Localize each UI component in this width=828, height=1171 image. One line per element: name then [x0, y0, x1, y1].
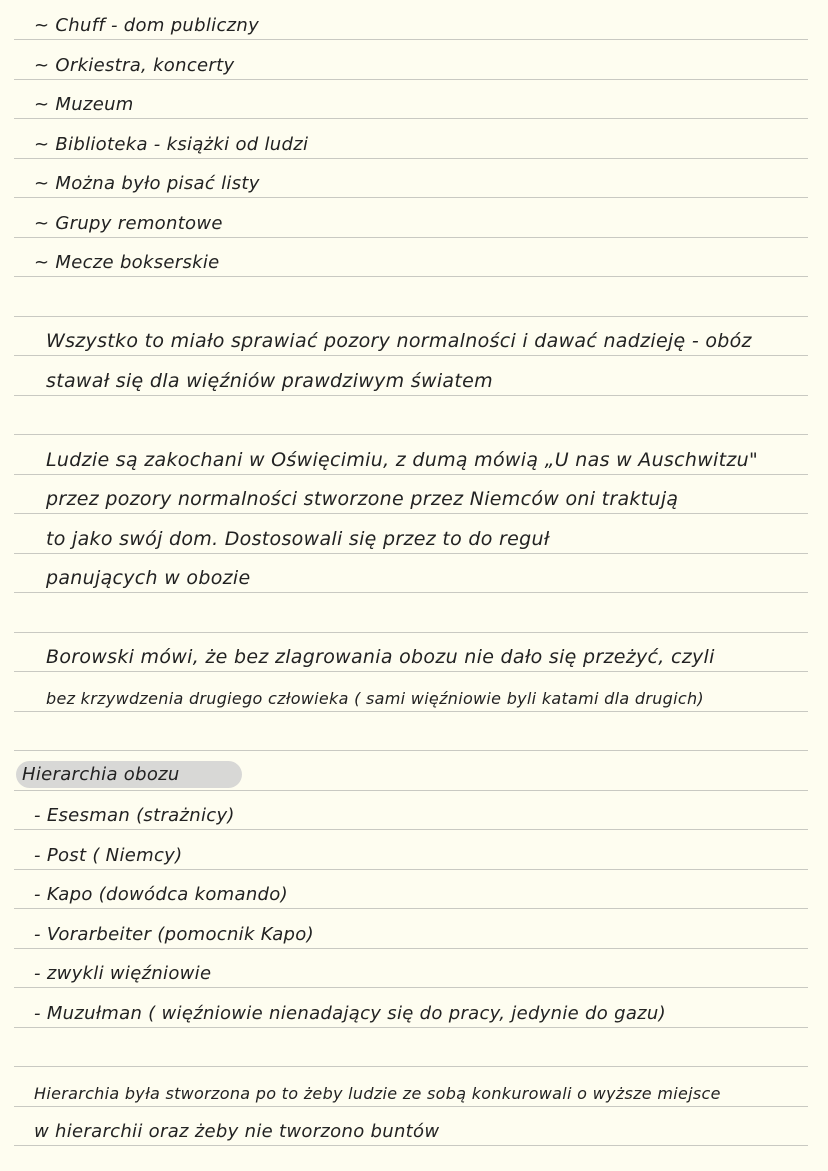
list-item: - Muzułman ( więźniowie nienadający się do pracy, jedynie do gazu)	[34, 1002, 666, 1024]
list-item: ~ Można było pisać listy	[34, 173, 260, 194]
ruled-line	[14, 870, 808, 910]
list-item: - zwykli więźniowie	[34, 963, 212, 984]
ruled-line	[14, 317, 808, 357]
ruled-line	[14, 672, 808, 712]
ruled-line	[14, 830, 808, 870]
list-item: - Kapo (dowódca komando)	[34, 884, 288, 905]
paragraph-line: Borowski mówi, że bez zlagrowania obozu nie dało się przeżyć, czyli	[46, 646, 715, 668]
ruled-line	[14, 238, 808, 278]
ruled-line	[14, 40, 808, 80]
section-heading-highlighted: Hierarchia obozu	[16, 761, 242, 788]
paragraph-line: panujących w obozie	[46, 567, 251, 589]
ruled-line	[14, 988, 808, 1028]
ruled-line	[14, 80, 808, 120]
ruled-line	[14, 277, 808, 317]
paragraph-line: Wszystko to miało sprawiać pozory normalności i dawać nadzieję - obóz	[46, 330, 752, 352]
paragraph-line: w hierarchii oraz żeby nie tworzono buntów	[34, 1121, 440, 1142]
ruled-line	[14, 1067, 808, 1107]
ruled-line	[14, 554, 808, 594]
ruled-line	[14, 475, 808, 515]
ruled-line	[14, 198, 808, 238]
ruled-line	[14, 593, 808, 633]
paragraph-line: bez krzywdzenia drugiego człowieka ( sami więźniowie byli katami dla drugich)	[46, 688, 704, 708]
list-item: ~ Grupy remontowe	[34, 212, 223, 234]
ruled-line	[14, 633, 808, 673]
list-item: ~ Mecze bokserskie	[34, 252, 220, 273]
ruled-line	[14, 751, 808, 791]
ruled-line	[14, 712, 808, 752]
ruled-line	[14, 949, 808, 989]
list-item: - Post ( Niemcy)	[34, 844, 183, 866]
paragraph-line: Ludzie są zakochani w Oświęcimiu, z dumą mówią „U nas w Auschwitzu"	[46, 448, 759, 471]
ruled-line	[14, 435, 808, 475]
ruled-line	[14, 1, 808, 41]
paragraph-line: to jako swój dom. Dostosowali się przez to do reguł	[46, 527, 550, 550]
ruled-line	[14, 1028, 808, 1068]
list-item: ~ Biblioteka - książki od ludzi	[34, 133, 309, 155]
paragraph-line: stawał się dla więźniów prawdziwym światem	[46, 369, 493, 392]
ruled-line	[14, 356, 808, 396]
list-item: ~ Muzeum	[34, 94, 134, 115]
list-item: ~ Chuff - dom publiczny	[34, 15, 260, 36]
ruled-line	[14, 514, 808, 554]
paragraph-line: Hierarchia była stworzona po to żeby ludzie ze sobą konkurowali o wyższe miejsce	[34, 1083, 721, 1103]
ruled-line	[14, 1107, 808, 1147]
ruled-line	[14, 909, 808, 949]
ruled-line	[14, 791, 808, 831]
ruled-line	[14, 119, 808, 159]
list-item: - Esesman (strażnicy)	[34, 805, 235, 826]
ruled-line	[14, 396, 808, 436]
paragraph-line: przez pozory normalności stworzone przez Niemców oni traktują	[46, 488, 679, 510]
notebook-page	[14, 1, 808, 1147]
list-item: ~ Orkiestra, koncerty	[34, 54, 235, 76]
list-item: - Vorarbeiter (pomocnik Kapo)	[34, 923, 314, 945]
ruled-line	[14, 159, 808, 199]
